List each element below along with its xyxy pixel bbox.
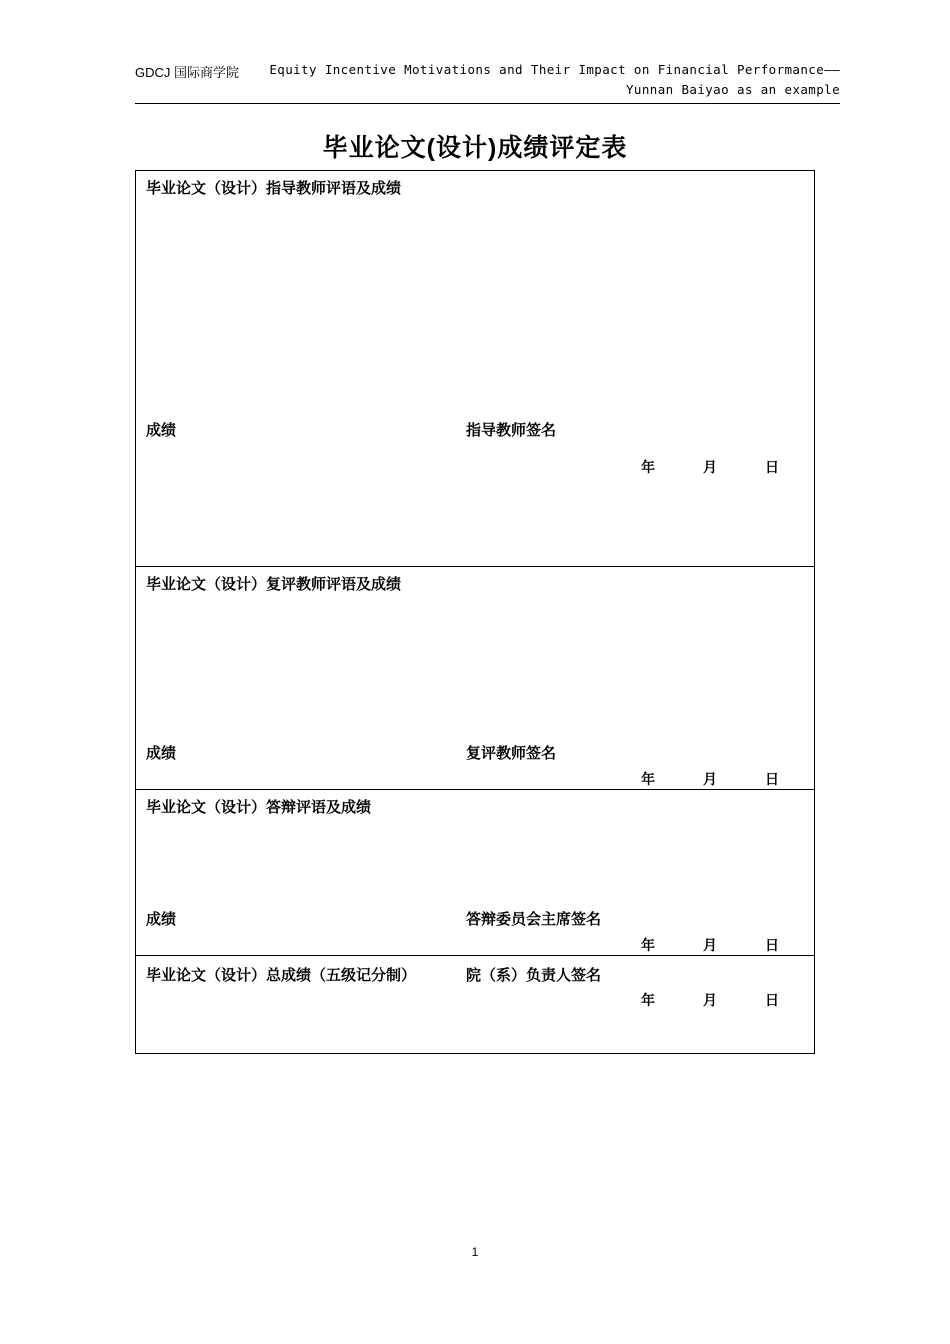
defense-date-month: 月 — [703, 937, 717, 953]
reviewer-date-year: 年 — [641, 771, 655, 787]
advisor-date-year: 年 — [641, 459, 655, 475]
page-number: 1 — [471, 1245, 479, 1259]
table-row-reviewer — [136, 567, 815, 790]
advisor-signature-label: 指导教师签名 — [466, 422, 557, 439]
total-date-month: 月 — [703, 992, 717, 1008]
table-row-total — [136, 956, 815, 1054]
advisor-section — [136, 171, 814, 566]
header-rule — [135, 103, 840, 104]
grade-evaluation-table — [135, 170, 815, 1054]
total-date-year: 年 — [641, 992, 655, 1008]
reviewer-score-label: 成绩 — [146, 745, 177, 762]
defense-date-day: 日 — [765, 937, 779, 953]
reviewer-signature-label: 复评教师签名 — [466, 745, 557, 762]
defense-section-heading: 毕业论文（设计）答辩评语及成绩 — [146, 799, 372, 816]
advisor-section-heading: 毕业论文（设计）指导教师评语及成绩 — [146, 180, 402, 197]
total-date-day: 日 — [765, 992, 779, 1008]
defense-date-line — [641, 935, 779, 955]
advisor-date-month: 月 — [703, 459, 717, 475]
advisor-date-day: 日 — [765, 459, 779, 475]
department-head-signature-label: 院（系）负责人签名 — [466, 967, 602, 984]
reviewer-section — [136, 567, 814, 789]
advisor-score-label: 成绩 — [146, 422, 177, 439]
header-thesis-title — [239, 60, 840, 100]
table-row-defense — [136, 790, 815, 956]
cell-total-grade — [136, 956, 815, 1054]
total-grade-label: 毕业论文（设计）总成绩（五级记分制） — [146, 967, 417, 984]
defense-signature-label: 答辩委员会主席签名 — [466, 911, 602, 928]
header-institution: GDCJ 国际商学院 — [135, 65, 240, 80]
reviewer-section-heading: 毕业论文（设计）复评教师评语及成绩 — [146, 576, 402, 593]
header-thesis-title-line2: Yunnan Baiyao as an example — [626, 82, 840, 97]
page-title: 毕业论文(设计)成绩评定表 — [322, 134, 628, 162]
page-header — [135, 60, 840, 100]
reviewer-date-line — [641, 769, 779, 789]
reviewer-date-month: 月 — [703, 771, 717, 787]
reviewer-date-day: 日 — [765, 771, 779, 787]
cell-defense-comments — [136, 790, 815, 956]
table-row-advisor — [136, 171, 815, 567]
defense-score-label: 成绩 — [146, 911, 177, 928]
total-section — [136, 956, 814, 1053]
cell-reviewer-comments — [136, 567, 815, 790]
header-thesis-title-line1: Equity Incentive Motivations and Their Impact on Financial Performance—— — [269, 62, 840, 77]
total-date-line — [641, 990, 779, 1010]
advisor-date-line — [641, 457, 779, 477]
cell-advisor-comments — [136, 171, 815, 567]
defense-section — [136, 790, 814, 955]
defense-date-year: 年 — [641, 937, 655, 953]
